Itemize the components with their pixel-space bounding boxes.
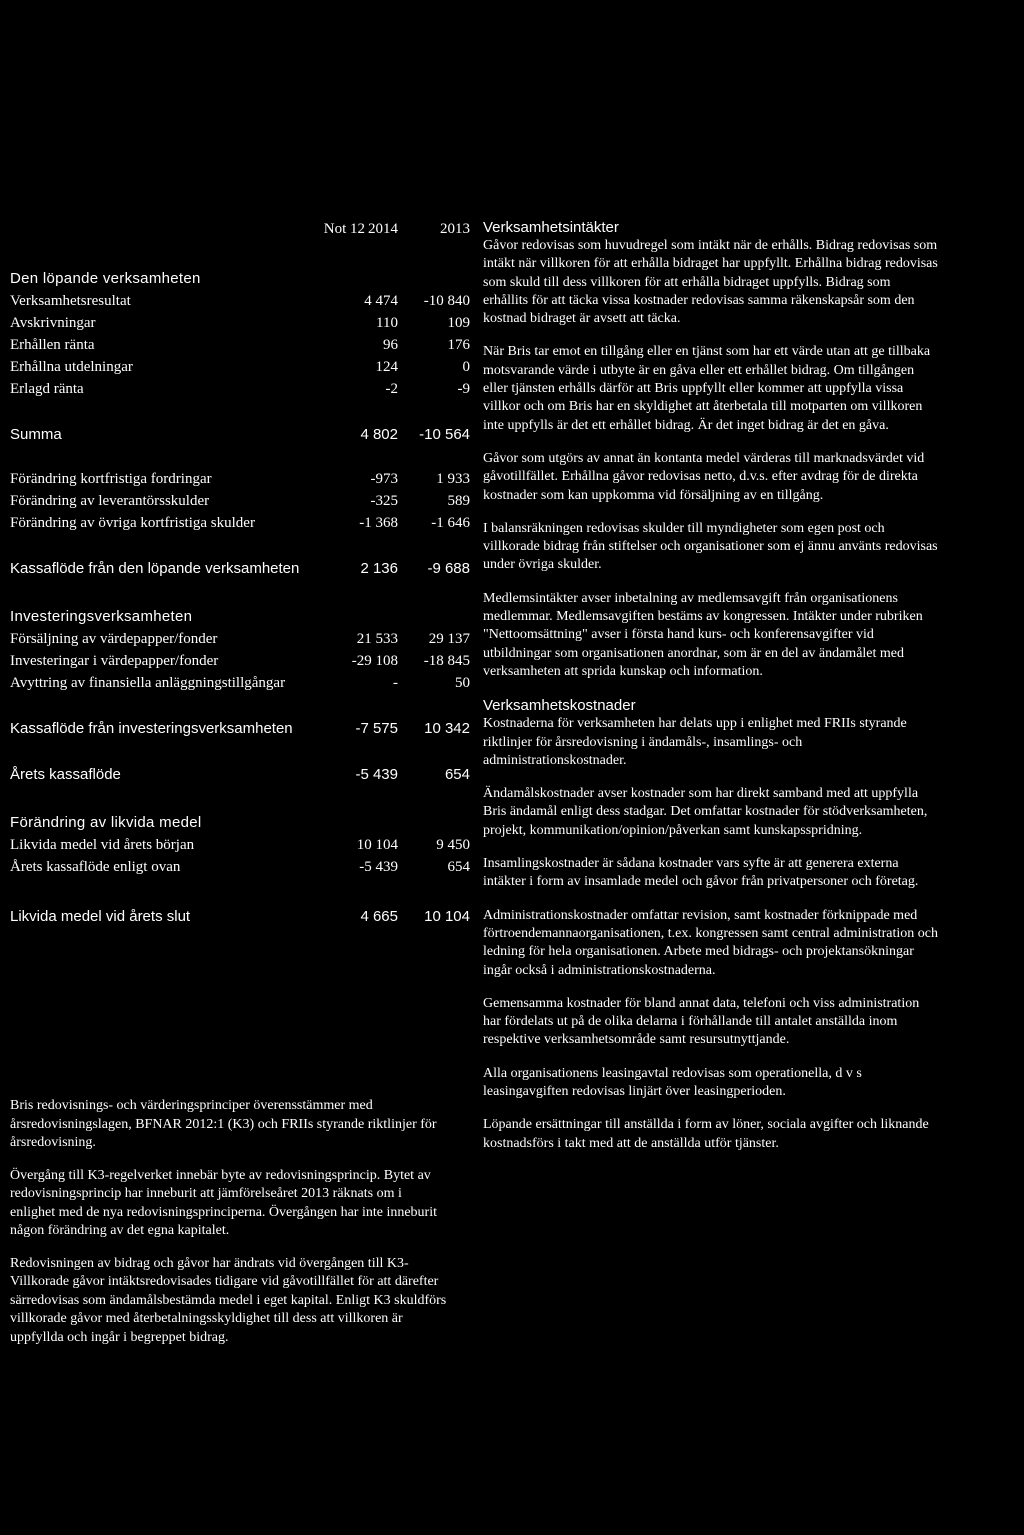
paragraph: I balansräkningen redovisas skulder till myndigheter som egen post och villkorade bidrag från stiftelser och organisationer som ej ännu använts redovisas under övriga skulder. (483, 520, 938, 573)
paragraph: Gåvor redovisas som huvudregel som intäkt när de erhålls. Bidrag redovisas som intäkt när villkoren för att erhålla bidraget har uppfyllt. Erhållna bidrag redovisas som skuld till dess villkoren för att erhålla bidraget uppfylls. Bidrag som erhållits för att täcka vissa kostnader redovisas samma räkenskapsår som den kostnad bidraget är avsett att täcka. (483, 238, 938, 327)
table-row: Förändring av övriga kortfristiga skulder -1 368 -1 646 (10, 515, 470, 531)
paragraph: Alla organisationens leasingavtal redovisas som operationella, d v s leasingavgiften redovisas linjärt över leasingperioden. (483, 1065, 862, 1099)
operating-total-row: Kassaflöde från den löpande verksamheten 2 136 -9 688 (10, 560, 470, 577)
investing-section-title: Investeringsverksamheten (10, 608, 193, 625)
operating-section-title: Den löpande verksamheten (10, 270, 201, 287)
table-row: Avyttring av finansiella anläggningstillgångar - 50 (10, 675, 470, 691)
cash-flow-statement (10, 218, 480, 928)
table-row: Förändring av leverantörsskulder -325 589 (10, 493, 470, 509)
column-header-row (10, 218, 480, 240)
liquid-section-title: Förändring av likvida medel (10, 814, 202, 831)
table-row: Verksamhetsresultat 4 474 -10 840 (10, 293, 470, 309)
table-row: Erhållna utdelningar 124 0 (10, 359, 470, 375)
liquid-total-row: Likvida medel vid årets slut 4 665 10 104 (10, 908, 470, 925)
table-row: Årets kassaflöde enligt ovan -5 439 654 (10, 859, 470, 875)
paragraph: Gåvor som utgörs av annat än kontanta medel värderas till marknadsvärdet vid gåvotillfället. Erhållna gåvor redovisas netto, d.v.s. efter avdrag för de direkta kostnader som kan uppkomma vid försäljning av en tillgång. (483, 450, 925, 503)
principles-column (483, 218, 938, 1168)
summa-row: Summa 4 802 -10 564 (10, 426, 470, 443)
table-row: Erlagd ränta -2 -9 (10, 381, 470, 397)
table-row: Investeringar i värdepapper/fonder -29 108 -18 845 (10, 653, 470, 669)
year-2014-header: 2014 (368, 221, 398, 237)
paragraph: Övergång till K3-regelverket innebär byte av redovisningsprincip. Bytet av redovisningsprincip har inneburit att jämförelseåret 2013 räknats om i enlighet med de nya redovisningsprinciperna. Övergången har inte inneburit någon förändring av det egna kapitalet. (10, 1167, 437, 1238)
accounting-principles-text (10, 1097, 450, 1361)
paragraph: Kostnaderna för verksamheten har delats upp i enlighet med FRIIs styrande riktlinjer för årsredovisning i ändamåls-, insamlings- och administrationskostnader. (483, 716, 907, 768)
table-row: Förändring kortfristiga fordringar -973 1 933 (10, 471, 470, 487)
paragraph: Gemensamma kostnader för bland annat data, telefoni och viss administration har fördelats ut på de olika delarna i förhållande till antalet anställda inom respektive verksamhetsområde samt resursutnyttjande. (483, 995, 920, 1048)
note-reference: Not 12 (323, 221, 365, 237)
paragraph: Ändamålskostnader avser kostnader som har direkt samband med att uppfylla Bris ändamål enligt dess stadgar. Det omfattar kostnader för stödverksamheten, projekt, kommunikation/opinion/påverkan samt kunskapsspridning. (483, 786, 928, 838)
table-row: Likvida medel vid årets början 10 104 9 450 (10, 837, 470, 853)
year-2013-header: 2013 (440, 221, 470, 237)
paragraph: Redovisningen av bidrag och gåvor har ändrats vid övergången till K3- Villkorade gåvor intäktsredovisades tidigare vid gåvotillfället för att därefter särredovisas som ändamålsbestämda medel i eget kapital. Enligt K3 skuldförs villkorade gåvor med återbetalningsskyldighet till dess att villkoren är uppfyllda och ingår i begreppet bidrag. (10, 1255, 447, 1345)
paragraph: Insamlingskostnader är sådana kostnader vars syfte är att generera externa intäkter i form av insamlade medel och gåvor från privatpersoner och företag. (483, 856, 919, 890)
year-cashflow-row: Årets kassaflöde -5 439 654 (10, 766, 470, 783)
paragraph: Medlemsintäkter avser inbetalning av medlemsavgift från organisationens medlemmar. Medlemsavgiften bestäms av kongressen. Intäkter under rubriken "Nettoomsättning" avser i första hand kurs- och konferensavgifter vid utbildningar som organisationen anordnar, som är en del av ändamålet med verksamheten att sprida kunskap och information. (483, 590, 923, 679)
paragraph: Löpande ersättningar till anställda i form av löner, sociala avgifter och liknande kostnadsförs i takt med att de anställda utför tjänster. (483, 1117, 929, 1151)
paragraph: Administrationskostnader omfattar revision, samt kostnader förknippade med förtroendemannaorganisationen, t.ex. kongressen samt central administration och ledning för hela organisationen. Arbete med bidrags- och projektansökningar ingår också i administrationskostnaderna. (483, 907, 938, 978)
paragraph: När Bris tar emot en tillgång eller en tjänst som har ett värde utan att ge tillbaka motsvarande värde i utbyte är en gåva eller ett erhållet bidrag. Om tillgången eller tjänsten erhålls därför att Bris uppfyllt eller kommer att uppfylla vissa villkor och om Bris har en skyldighet att återbetala till motparten om villkoren inte uppfylls är det ett erhållet bidrag. Är det inget bidrag är det en gåva. (483, 344, 931, 433)
section-heading-intakter: Verksamhetsintäkter (483, 219, 619, 236)
table-row: Försäljning av värdepapper/fonder 21 533 29 137 (10, 631, 470, 647)
table-row: Erhållen ränta 96 176 (10, 337, 470, 353)
section-heading-kostnader: Verksamhetskostnader (483, 697, 636, 715)
paragraph: Bris redovisnings- och värderingsprinciper överensstämmer med årsredovisningslagen, BFNAR 2012:1 (K3) och FRIIs styrande riktlinjer för årsredovisning. (10, 1098, 437, 1150)
investing-total-row: Kassaflöde från investeringsverksamheten -7 575 10 342 (10, 720, 470, 737)
table-row: Avskrivningar 110 109 (10, 315, 470, 331)
